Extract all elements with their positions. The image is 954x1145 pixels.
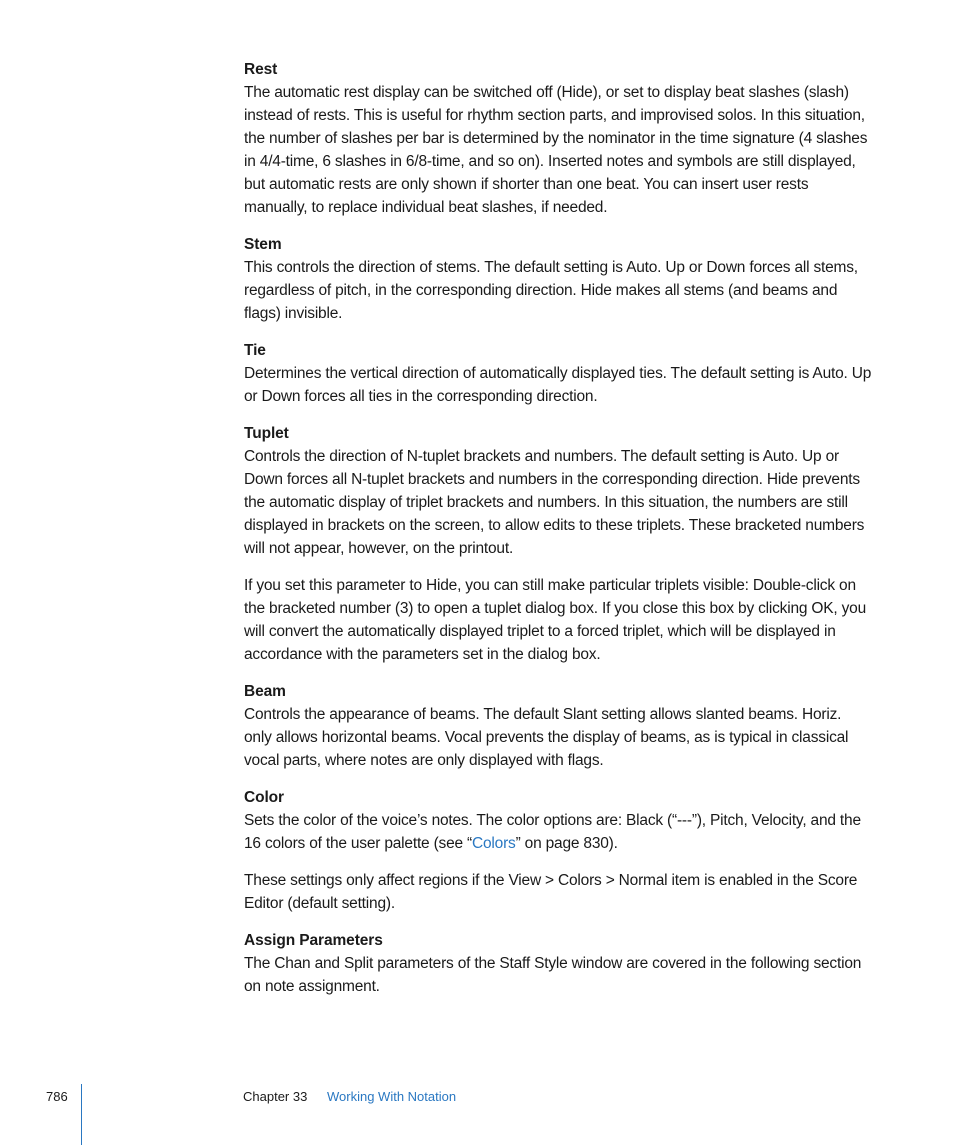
- section-stem: [244, 233, 872, 325]
- chapter-label: Chapter 33: [243, 1089, 308, 1104]
- section-paragraph: These settings only affect regions if the View > Colors > Normal item is enabled in the Score Editor (default setting).: [244, 872, 858, 912]
- section-heading: Tuplet: [244, 425, 289, 442]
- colors-cross-reference-link[interactable]: Colors: [472, 835, 516, 852]
- section-paragraph: [244, 809, 872, 855]
- section-beam: [244, 680, 872, 772]
- section-paragraph: The Chan and Split parameters of the Staff Style window are covered in the following section on note assignment.: [244, 955, 862, 995]
- page-footer: [0, 1084, 954, 1145]
- chapter-title-link[interactable]: Working With Notation: [327, 1089, 457, 1104]
- section-paragraph: Controls the appearance of beams. The default Slant setting allows slanted beams. Horiz. only allows horizontal beams. Vocal prevents the display of beams, as is typical in classical vocal parts, where notes are only displayed with flags.: [244, 706, 849, 769]
- page-number: 786: [46, 1089, 68, 1104]
- section-heading: Beam: [244, 683, 286, 700]
- section-tuplet: [244, 422, 872, 666]
- section-paragraph: If you set this parameter to Hide, you can still make particular triplets visible: Double-click on the bracketed number (3) to open a tuplet dialog box. If you close this box by clicking OK, you will convert the automatically displayed triplet to a forced triplet, which will be displayed in accordance with the parameters set in the dialog box.: [244, 577, 867, 663]
- section-tie: [244, 339, 872, 408]
- document-body: [244, 58, 872, 1012]
- section-color: [244, 786, 872, 915]
- section-heading: Assign Parameters: [244, 932, 383, 949]
- paragraph-text: ” on page 830).: [515, 835, 618, 852]
- paragraph-text: Sets the color of the voice’s notes. The color options are: Black (“---”), Pitch, Velocity, and the 16 colors of the user palette (see “: [244, 812, 861, 852]
- section-assign-parameters: [244, 929, 872, 998]
- section-paragraph: Controls the direction of N-tuplet brackets and numbers. The default setting is Auto. Up or Down forces all N-tuplet brackets and numbers in the corresponding direction. Hide prevents the automatic display of triplet brackets and numbers. In this situation, the numbers are still displayed in brackets on the screen, to allow edits to these triplets. These bracketed numbers will not appear, however, on the printout.: [244, 448, 865, 557]
- section-rest: [244, 58, 872, 219]
- section-heading: Tie: [244, 342, 266, 359]
- section-paragraph: The automatic rest display can be switched off (Hide), or set to display beat slashes (slash) instead of rests. This is useful for rhythm section parts, and improvised solos. In this situation, the number of slashes per bar is determined by the nominator in the time signature (4 slashes in 4/4-time, 6 slashes in 6/8-time, and so on). Inserted notes and symbols are still displayed, but automatic rests are only shown if shorter than one beat. You can insert user rests manually, to replace individual beat slashes, if needed.: [244, 84, 868, 216]
- section-paragraph: This controls the direction of stems. The default setting is Auto. Up or Down forces all stems, regardless of pitch, in the corresponding direction. Hide makes all stems (and beams and flags) invisible.: [244, 259, 858, 322]
- section-heading: Rest: [244, 61, 278, 78]
- section-heading: Stem: [244, 236, 282, 253]
- section-heading: Color: [244, 789, 284, 806]
- footer-divider: [81, 1084, 82, 1145]
- section-paragraph: Determines the vertical direction of automatically displayed ties. The default setting is Auto. Up or Down forces all ties in the corresponding direction.: [244, 365, 872, 405]
